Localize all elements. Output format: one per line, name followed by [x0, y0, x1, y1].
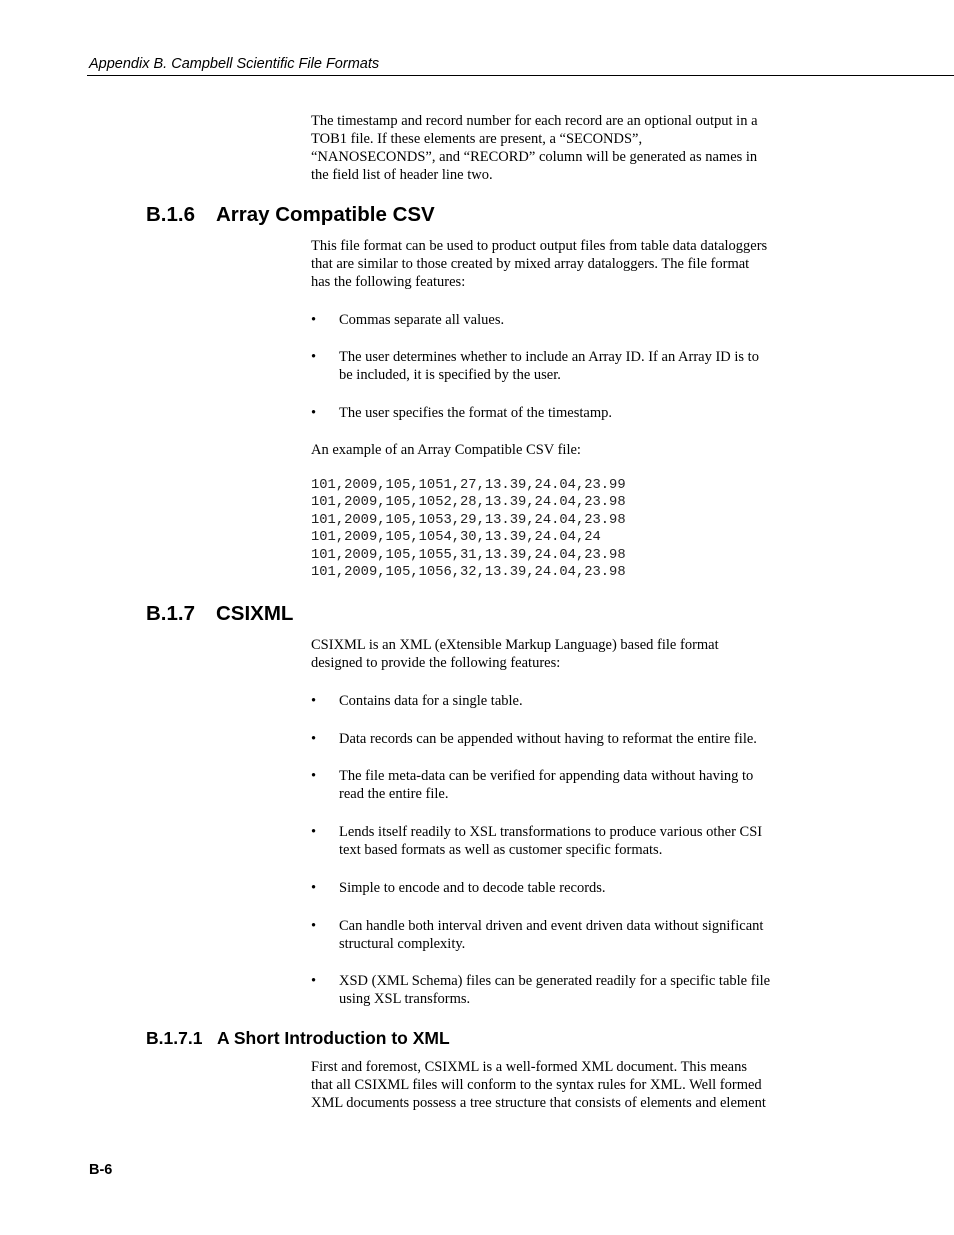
section-b171-paragraph [311, 1058, 811, 1112]
paragraph-line: designed to provide the following features: [311, 655, 561, 671]
bullet-icon: • [311, 693, 317, 709]
paragraph-line: the field list of header line two. [311, 167, 493, 183]
list-item [311, 404, 811, 422]
code-line: 101,2009,105,1052,28,13.39,24.04,23.98 [311, 495, 626, 511]
bullet-icon: • [311, 731, 317, 747]
running-header: Appendix B. Campbell Scientific File Formats [89, 56, 380, 72]
list-item [311, 348, 811, 384]
list-item-line: text based formats as well as customer specific formats. [339, 842, 663, 858]
list-item-text [339, 823, 811, 859]
list-item-text [339, 972, 811, 1008]
csv-example-block [311, 477, 626, 581]
list-item [311, 767, 811, 803]
section-number: B.1.7 [146, 602, 195, 625]
code-line: 101,2009,105,1055,31,13.39,24.04,23.98 [311, 547, 626, 563]
paragraph-line: “NANOSECONDS”, and “RECORD” column will be generated as names in [311, 149, 758, 165]
list-item-line: The file meta-data can be verified for appending data without having to [339, 768, 754, 784]
paragraph-line: CSIXML is an XML (eXtensible Markup Language) based file format [311, 637, 719, 653]
page-number: B-6 [89, 1162, 113, 1178]
bullet-icon: • [311, 405, 317, 421]
bullet-icon: • [311, 918, 317, 934]
paragraph-line: First and foremost, CSIXML is a well-formed XML document. This means [311, 1059, 748, 1075]
list-item-text: Simple to encode and to decode table records. [339, 880, 606, 896]
paragraph-line: XML documents possess a tree structure that consists of elements and element [311, 1095, 766, 1111]
list-item [311, 311, 811, 329]
list-item-text: Data records can be appended without having to reformat the entire file. [339, 731, 757, 747]
bullet-icon: • [311, 768, 317, 784]
paragraph-line: has the following features: [311, 274, 466, 290]
list-item [311, 879, 811, 897]
code-line: 101,2009,105,1053,29,13.39,24.04,23.98 [311, 512, 626, 528]
list-item-text [339, 767, 811, 803]
section-number: B.1.7.1 [146, 1028, 203, 1048]
bullet-icon: • [311, 824, 317, 840]
paragraph-line: The timestamp and record number for each record are an optional output in a [311, 113, 758, 129]
list-item-line: XSD (XML Schema) files can be generated readily for a specific table file [339, 973, 771, 989]
paragraph-line: that are similar to those created by mixed array dataloggers. The file format [311, 256, 750, 272]
list-item [311, 692, 811, 710]
section-heading-b16 [146, 203, 435, 227]
list-item-text: Commas separate all values. [339, 312, 505, 328]
code-line: 101,2009,105,1051,27,13.39,24.04,23.99 [311, 478, 626, 493]
list-item-line: structural complexity. [339, 936, 466, 952]
example-intro: An example of an Array Compatible CSV file: [311, 442, 581, 458]
header-rule [87, 75, 954, 76]
section-title: A Short Introduction to XML [217, 1028, 450, 1048]
bullet-icon: • [311, 349, 317, 365]
section-title: Array Compatible CSV [216, 203, 435, 226]
paragraph-line: that all CSIXML files will conform to the syntax rules for XML. Well formed [311, 1077, 762, 1093]
section-b17-paragraph [311, 636, 811, 672]
list-item-text [339, 917, 811, 953]
section-number: B.1.6 [146, 203, 195, 226]
list-item-text [339, 348, 811, 384]
intro-paragraph [311, 112, 811, 184]
list-item [311, 823, 811, 859]
list-item-text: Contains data for a single table. [339, 693, 523, 709]
section-heading-b17 [146, 602, 293, 626]
list-item-line: be included, it is specified by the user. [339, 367, 561, 383]
bullet-icon: • [311, 880, 317, 896]
list-item-line: read the entire file. [339, 786, 449, 802]
list-item-line: Lends itself readily to XSL transformations to produce various other CSI [339, 824, 763, 840]
section-b16-paragraph [311, 237, 811, 291]
bullet-icon: • [311, 312, 317, 328]
list-item-line: using XSL transforms. [339, 991, 471, 1007]
paragraph-line: This file format can be used to product output files from table data dataloggers [311, 238, 768, 254]
section-heading-b171 [146, 1028, 450, 1048]
list-item [311, 917, 811, 953]
list-item [311, 730, 811, 748]
list-item-text: The user specifies the format of the timestamp. [339, 405, 612, 421]
list-item [311, 972, 811, 1008]
list-item-line: Can handle both interval driven and event driven data without significant [339, 918, 764, 934]
code-line: 101,2009,105,1056,32,13.39,24.04,23.98 [311, 565, 626, 581]
list-item-line: The user determines whether to include an Array ID. If an Array ID is to [339, 349, 759, 365]
section-title: CSIXML [216, 602, 294, 625]
paragraph-line: TOB1 file. If these elements are present, a “SECONDS”, [311, 131, 643, 147]
code-line: 101,2009,105,1054,30,13.39,24.04,24 [311, 530, 601, 546]
bullet-icon: • [311, 973, 317, 989]
